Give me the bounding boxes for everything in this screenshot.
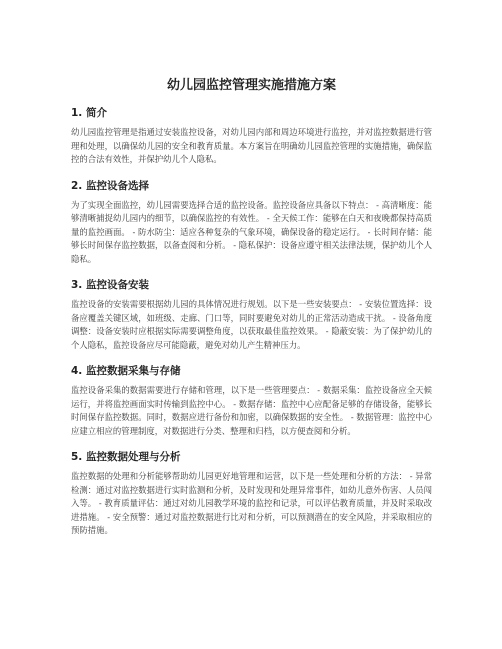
section-introduction xyxy=(71,106,432,167)
document-title: 幼儿园监控管理实施措施方案 xyxy=(166,78,336,93)
section-data-processing-analysis xyxy=(71,450,432,538)
section-heading: 4. 监控数据采集与存储 xyxy=(71,365,181,377)
section-heading: 1. 简介 xyxy=(71,107,107,119)
section-device-selection xyxy=(71,179,432,267)
section-heading: 5. 监控数据处理与分析 xyxy=(71,451,181,463)
section-paragraph: 为了实现全面监控，幼儿园需要选择合适的监控设备。监控设备应具备以下特点： - 高清晰度：能够清晰捕捉幼儿园内的细节，以确保监控的有效性。 - 全天候工作：能够在白天和夜晚都保持高质量的监控画面。 - 防水防尘：适应各种复杂的气象环境，确保设备的稳定运行。 - 长时间存储：能够长时间保存监控数据，以备查阅和分析。 - 隐私保护：设备应遵守相关法律法规，保护幼儿个人隐私。 xyxy=(71,199,432,264)
section-paragraph: 监控设备的安装需要根据幼儿园的具体情况进行规划。以下是一些安装要点： - 安装位置选择：设备应覆盖关键区域，如班级、走廊、门口等，同时要避免对幼儿的正常活动造成干扰。 - 设备角度调整：设备安装时应根据实际需要调整角度，以获取最佳监控效果。 - 隐蔽安装：为了保护幼儿的个人隐私，监控设备应尽可能隐蔽，避免对幼儿产生精神压力。 xyxy=(71,299,432,350)
section-heading: 2. 监控设备选择 xyxy=(71,179,149,192)
section-paragraph: 幼儿园监控管理是指通过安装监控设备，对幼儿园内部和周边环境进行监控，并对监控数据进行管理和处理，以确保幼儿园的安全和教育质量。本方案旨在明确幼儿园监控管理的实施措施，确保监控的合法有效性，并保护幼儿个人隐私。 xyxy=(71,127,432,164)
section-paragraph: 监控数据的处理和分析能够帮助幼儿园更好地管理和运营，以下是一些处理和分析的方法： - 异常检测：通过对监控数据进行实时监测和分析，及时发现和处理异常事件，如幼儿意外伤害、人员闯入等。 - 教育质量评估：通过对幼儿园教学环境的监控和记录，可以评估教育质量，并及时采取改进措施。 - 安全预警：通过对监控数据进行比对和分析，可以预测潜在的安全风险，并采取相应的预防措施。 xyxy=(71,471,432,535)
section-paragraph: 监控设备采集的数据需要进行存储和管理，以下是一些管理要点： - 数据采集：监控设备应全天候运行，并将监控画面实时传输到监控中心。 - 数据存储：监控中心应配备足够的存储设备，能够长时间保存监控数据。同时，数据应进行备份和加密，以确保数据的安全性。 - 数据管理：监控中心应建立相应的管理制度，对数据进行分类、整理和归档，以方便查阅和分析。 xyxy=(71,385,432,436)
section-data-collection-storage xyxy=(71,364,432,438)
section-heading: 3. 监控设备安装 xyxy=(71,279,149,291)
section-device-installation xyxy=(71,278,432,352)
